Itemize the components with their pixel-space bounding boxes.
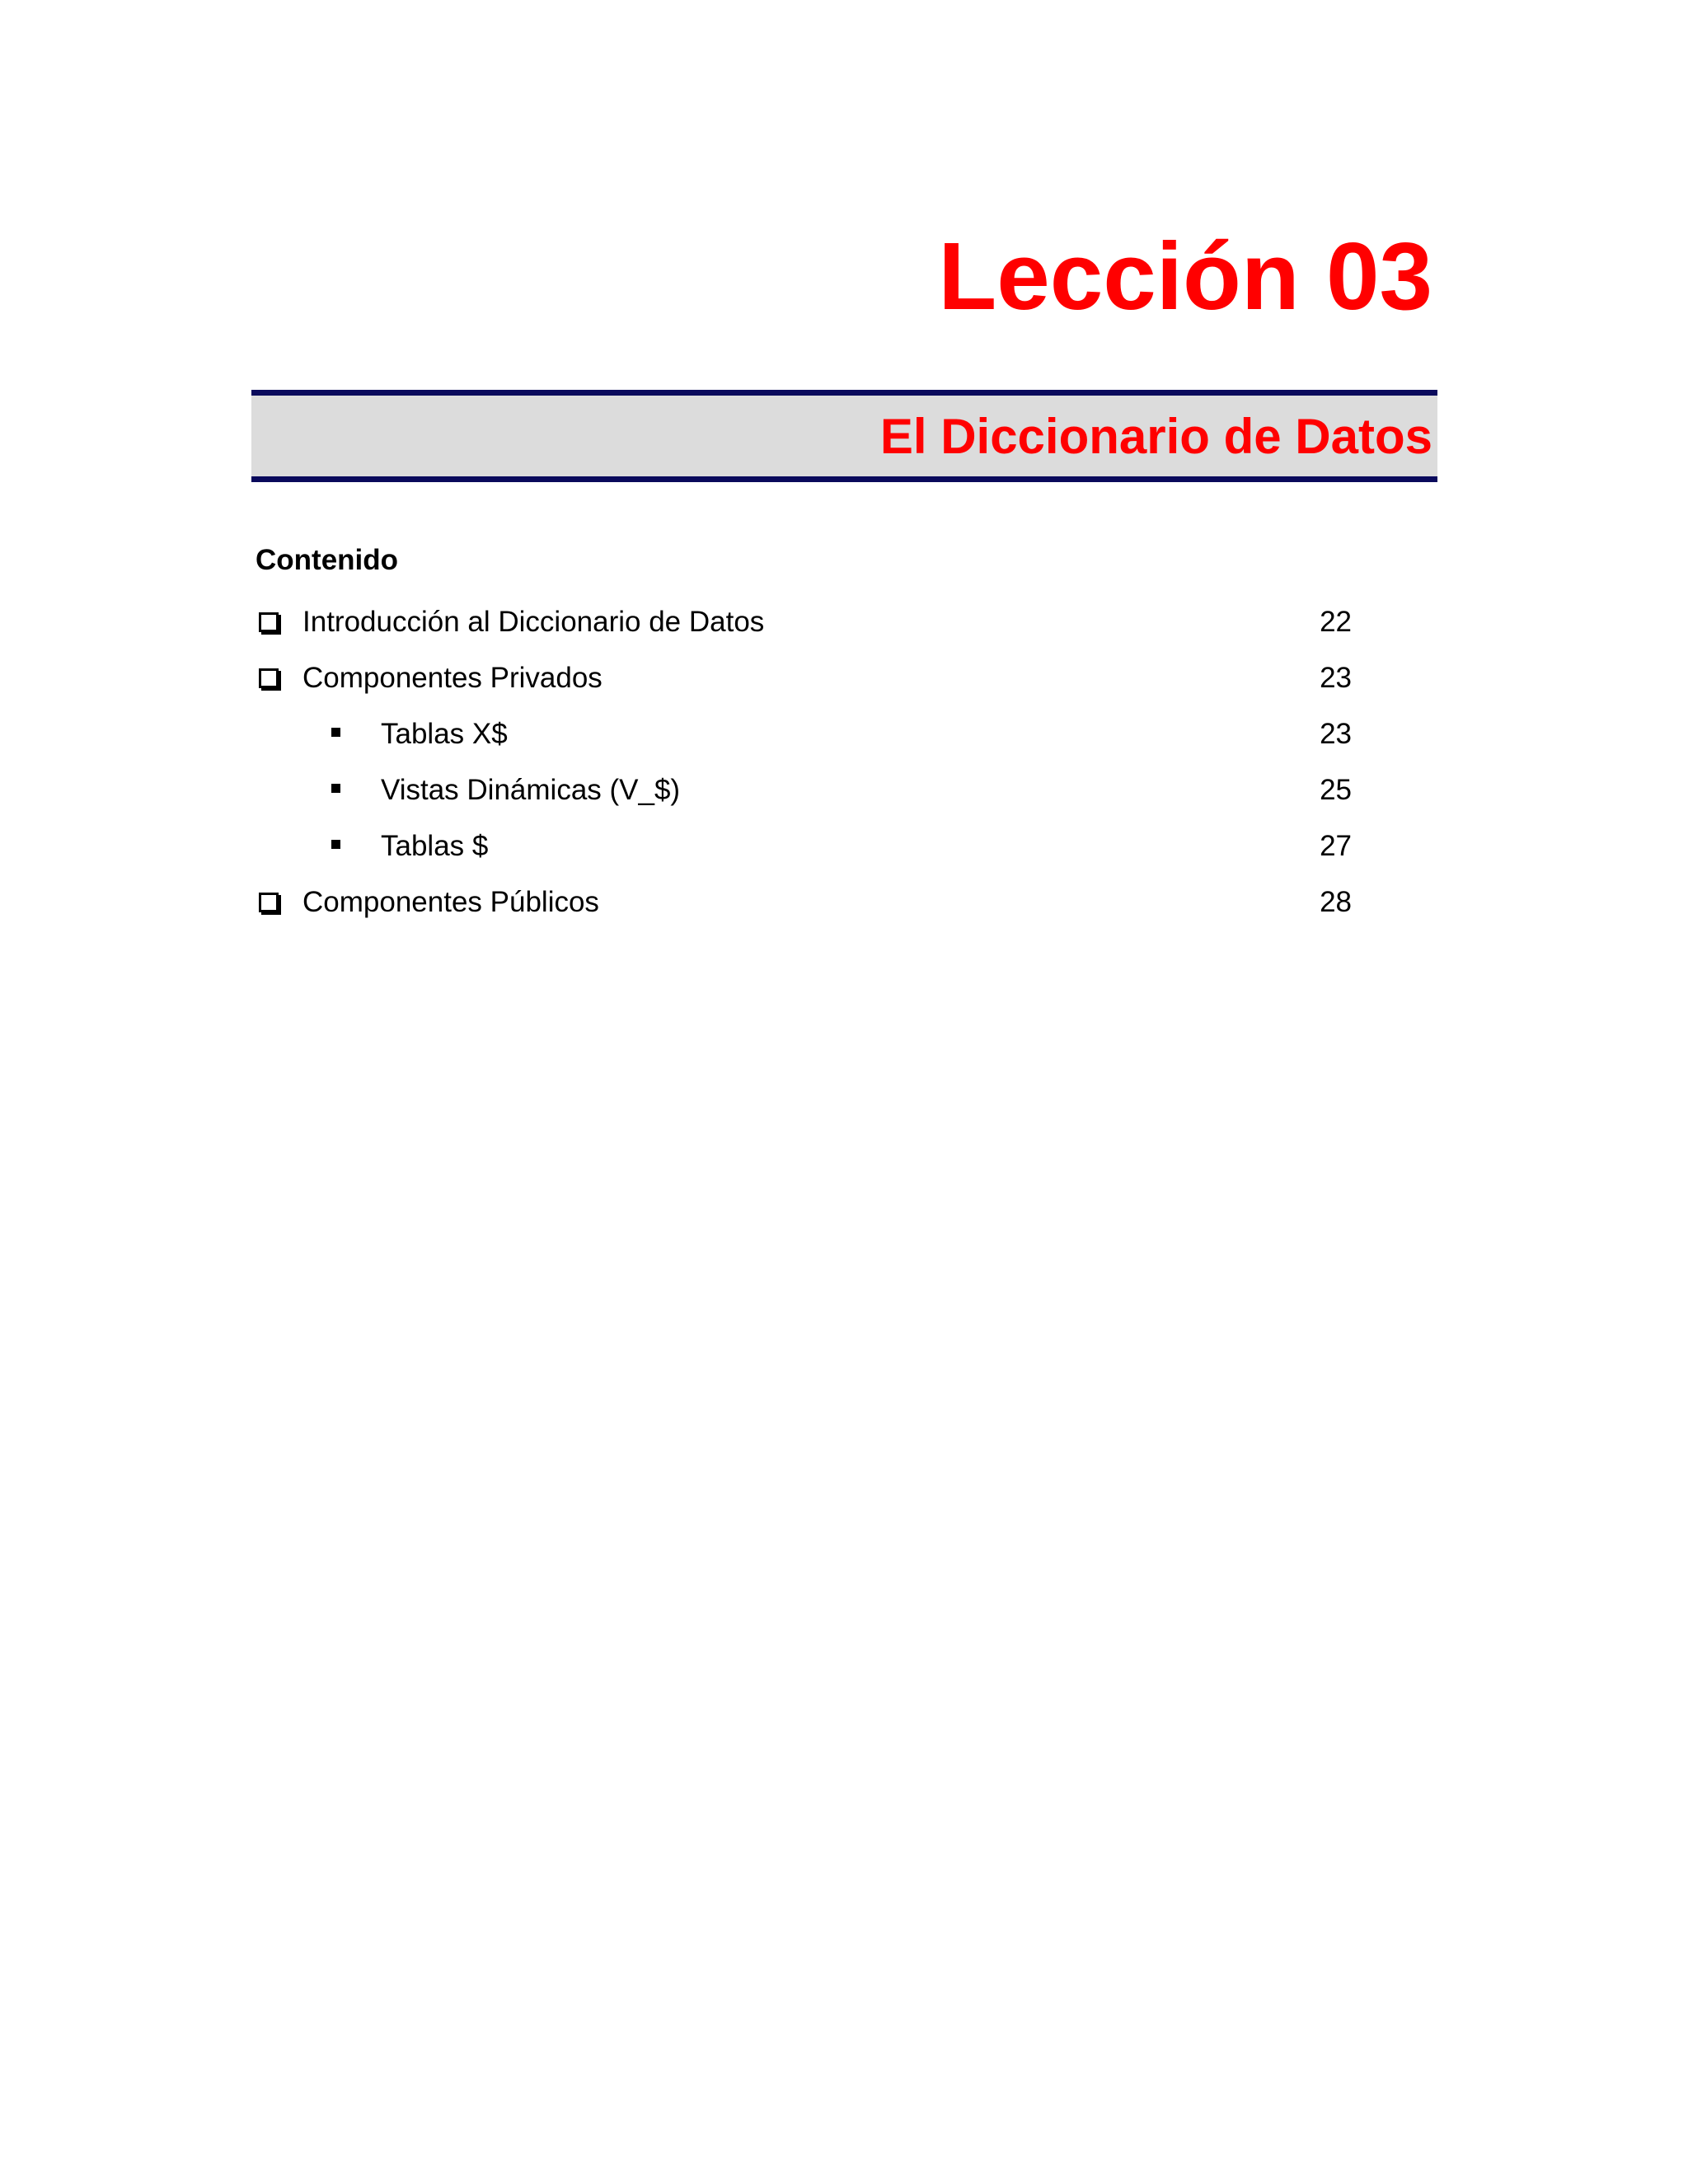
square-bullet-icon: [331, 784, 340, 793]
toc-item[interactable]: [256, 886, 1352, 942]
toc-item-label: Tablas $: [381, 830, 489, 862]
checkbox-icon: [259, 668, 279, 688]
toc-item-page: 23: [1320, 662, 1352, 694]
toc-heading: Contenido: [256, 544, 399, 576]
toc-item-page: 23: [1320, 718, 1352, 750]
toc-item-page: 22: [1320, 606, 1352, 638]
toc-item-label: Tablas X$: [381, 718, 508, 750]
toc-item-page: 28: [1320, 886, 1352, 918]
checkbox-icon: [259, 893, 279, 912]
toc-subitem[interactable]: [256, 718, 1352, 774]
chapter-subtitle: El Diccionario de Datos: [879, 409, 1432, 464]
toc-item-page: 27: [1320, 830, 1352, 862]
square-bullet-icon: [331, 728, 340, 737]
toc-item-label: Componentes Públicos: [302, 886, 599, 918]
toc-item-page: 25: [1320, 774, 1352, 806]
toc-item[interactable]: [256, 606, 1352, 662]
square-bullet-icon: [331, 840, 340, 849]
toc-item-label: Vistas Dinámicas (V_$): [381, 774, 681, 806]
toc-subitem[interactable]: [256, 830, 1352, 886]
lesson-title: Lección 03: [938, 223, 1432, 330]
checkbox-icon: [259, 612, 279, 632]
toc-item[interactable]: [256, 662, 1352, 718]
toc-subitem[interactable]: [256, 774, 1352, 830]
toc-item-label: Introducción al Diccionario de Datos: [302, 606, 765, 638]
subtitle-band: [251, 390, 1437, 482]
toc-item-label: Componentes Privados: [302, 662, 603, 694]
table-of-contents: [256, 606, 1352, 942]
